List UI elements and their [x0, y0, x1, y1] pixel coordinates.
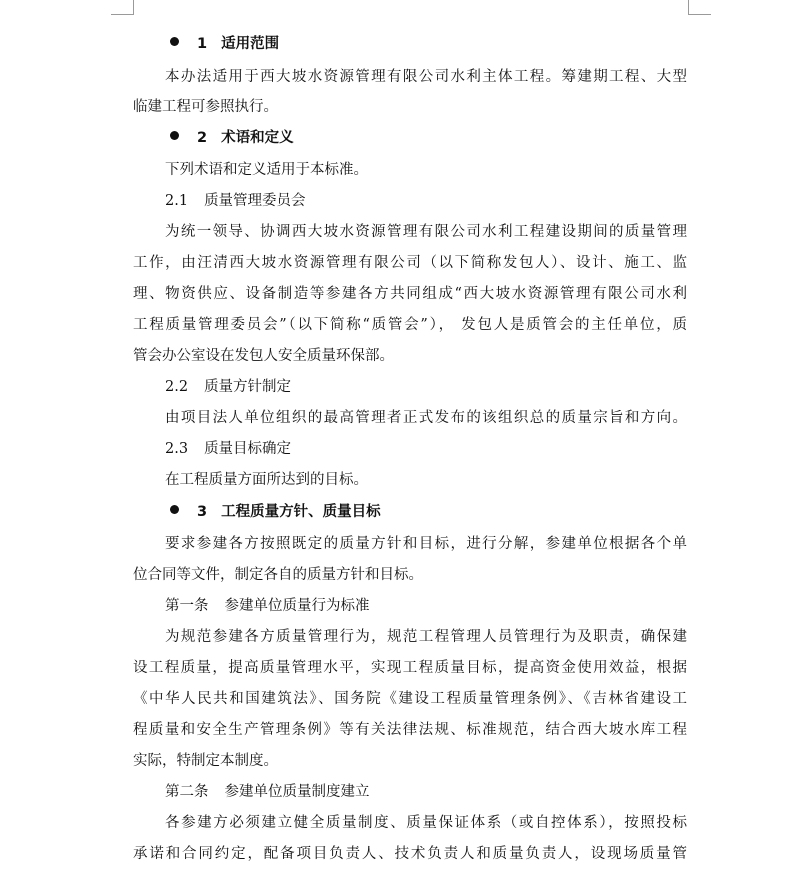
subsection-heading-2-2: 2.2 质量方针制定 [165, 379, 292, 395]
paragraph-line: 要求参建各方按照既定的质量方针和目标，进行分解，参建单位根据各个单 [165, 536, 687, 552]
section-heading-3: 3 工程质量方针、质量目标 [170, 502, 381, 522]
paragraph-line: 工程质量管理委员会”（以下简称“质管会”）， 发包人是质管会的主任单位，质 [133, 317, 687, 333]
paragraph-line: 临建工程可参照执行。 [133, 99, 278, 115]
subsection-heading-2-3: 2.3 质量目标确定 [165, 441, 292, 457]
paragraph-line: 为规范参建各方质量管理行为，规范工程管理人员管理行为及职责，确保建 [165, 629, 687, 645]
paragraph-line: 理、物资供应、设备制造等参建各方共同组成“西大坡水资源管理有限公司水利 [133, 286, 687, 302]
paragraph-line: 下列术语和定义适用于本标准。 [165, 162, 368, 178]
paragraph-line: 在工程质量方面所达到的目标。 [165, 472, 368, 488]
paragraph-line: 管会办公室设在发包人安全质量环保部。 [133, 348, 394, 364]
paragraph-line: 各参建方必须建立健全质量制度、质量保证体系（或自控体系），按照投标 [165, 815, 687, 831]
section-heading-1: 1 适用范围 [170, 34, 279, 54]
article-heading-2: 第二条 参建单位质量制度建立 [165, 784, 370, 800]
section-heading-2: 2 术语和定义 [170, 128, 294, 148]
paragraph-line: 设工程质量，提高质量管理水平，实现工程质量目标，提高资金使用效益，根据 [133, 660, 687, 676]
paragraph-line: 工作，由汪清西大坡水资源管理有限公司（以下简称发包人）、设计、施工、监 [133, 255, 687, 271]
bullet-icon [170, 505, 179, 514]
article-heading-1: 第一条 参建单位质量行为标准 [165, 598, 370, 614]
subsection-heading-2-1: 2.1 质量管理委员会 [165, 193, 306, 209]
paragraph-line: 由项目法人单位组织的最高管理者正式发布的该组织总的质量宗旨和方向。 [165, 410, 687, 426]
bullet-icon [170, 37, 179, 46]
paragraph-line: 位合同等文件，制定各自的质量方针和目标。 [133, 567, 423, 583]
paragraph-line: 《中华人民共和国建筑法》、国务院《建设工程质量管理条例》、《吉林省建设工 [133, 691, 687, 707]
page-margin-corner-right [688, 0, 711, 15]
page-margin-corner-left [111, 0, 134, 15]
paragraph-line: 实际，特制定本制度。 [133, 753, 278, 769]
paragraph-line: 为统一领导、协调西大坡水资源管理有限公司水利工程建设期间的质量管理 [165, 224, 687, 240]
paragraph-line: 承诺和合同约定，配备项目负责人、技术负责人和质量负责人，设现场质量管 [133, 846, 687, 862]
bullet-icon [170, 131, 179, 140]
paragraph-line: 本办法适用于西大坡水资源管理有限公司水利主体工程。筹建期工程、大型 [165, 69, 687, 85]
paragraph-line: 程质量和安全生产管理条例》等有关法律法规、标准规范，结合西大坡水库工程 [133, 722, 687, 738]
